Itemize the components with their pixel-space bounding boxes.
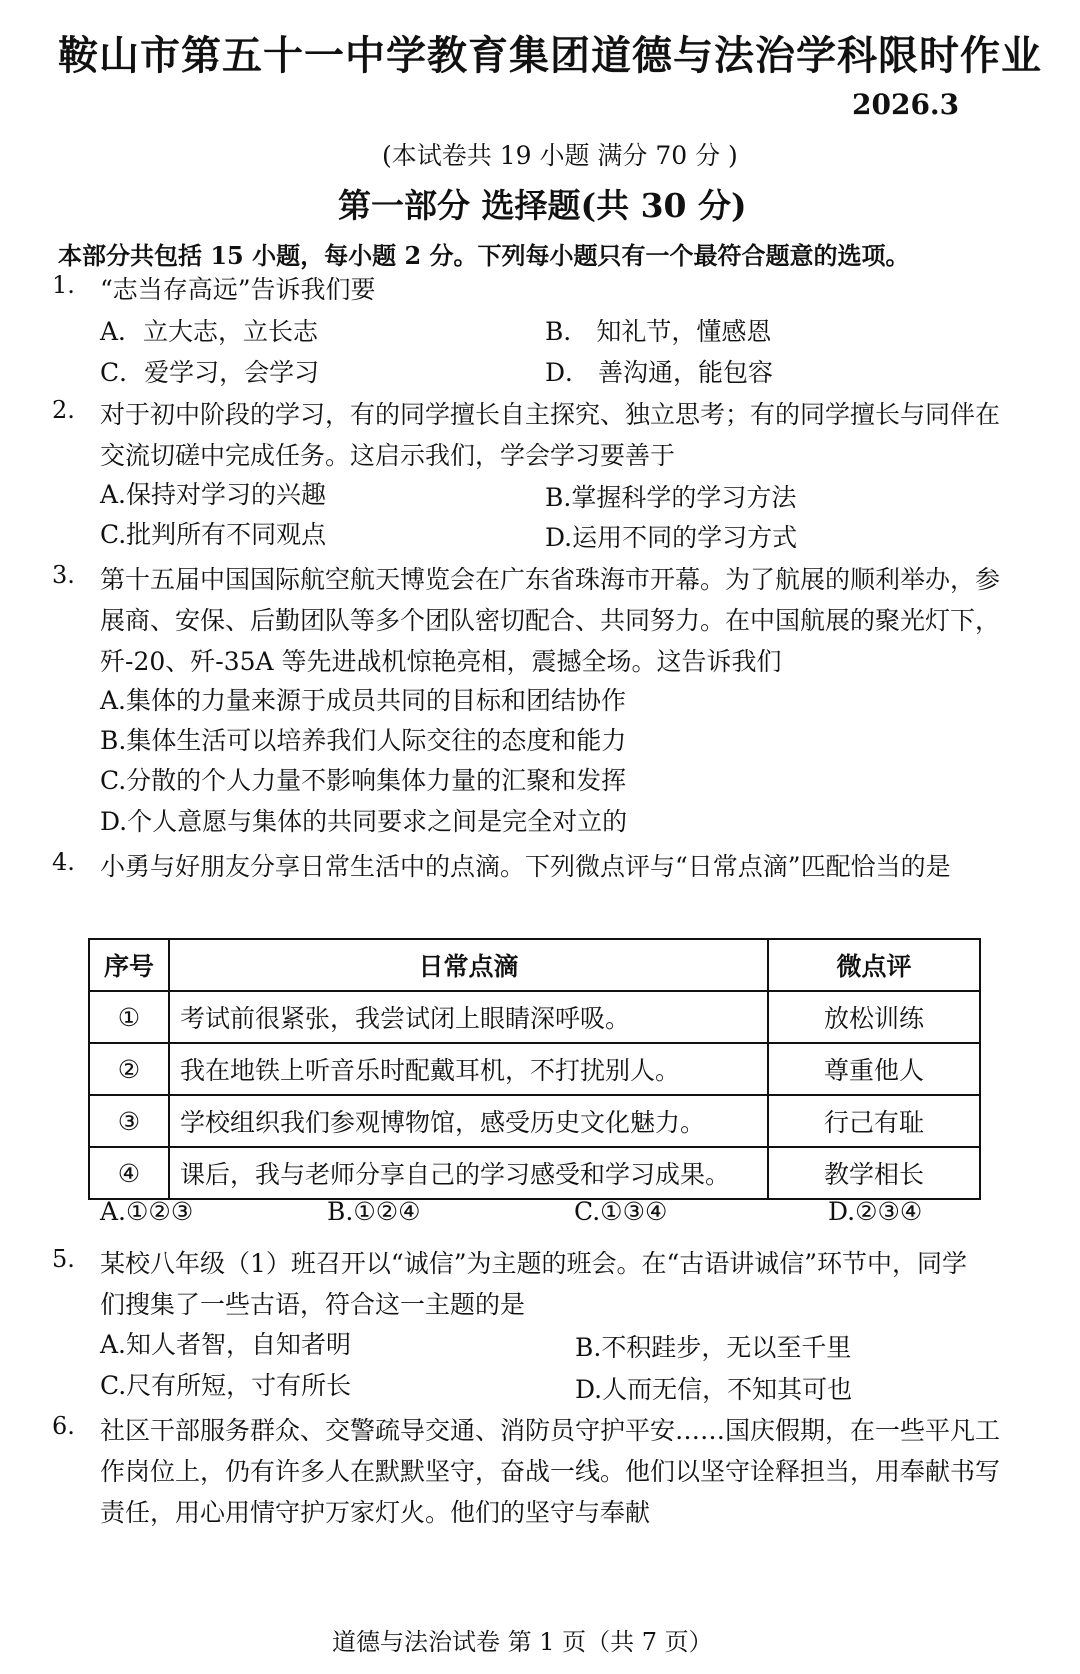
table-cell-daily: 课后，我与老师分享自己的学习感受和学习成果。 [169, 1147, 768, 1199]
q3-option-b: B.集体生活可以培养我们人际交往的态度和能力 [100, 726, 627, 755]
table-cell-number: ③ [89, 1095, 169, 1147]
q1-option-c: C．爱学习，会学习 [100, 358, 320, 387]
question-number: 4. [52, 848, 75, 876]
question-number: 3. [52, 561, 75, 589]
question-number: 2. [52, 396, 75, 424]
q1-option-a: A．立大志，立长志 [100, 317, 319, 346]
table-cell-comment: 放松训练 [768, 991, 980, 1043]
q1-option-d: D． 善沟通，能包容 [545, 358, 773, 387]
question-1-stem: “志当存高远”告诉我们要 [100, 275, 376, 304]
part-title: 第一部分 选择题(共 30 分) [338, 186, 747, 225]
question-5-stem-line-1: 某校八年级（1）班召开以“诚信”为主题的班会。在“古语讲诚信”环节中，同学 [100, 1249, 968, 1278]
question-number: 5. [52, 1245, 75, 1273]
question-6-stem-line-1: 社区干部服务群众、交警疏导交通、消防员守护平安……国庆假期，在一些平凡工 [100, 1416, 1001, 1445]
question-4-table [88, 938, 981, 1200]
table-cell-comment: 尊重他人 [768, 1043, 980, 1095]
table-row [89, 1147, 980, 1199]
paper-date: 2026.3 [852, 88, 960, 121]
question-number: 6. [52, 1412, 75, 1440]
q4-option-d: D.②③④ [828, 1197, 923, 1226]
paper-subtitle: (本试卷共 19 小题 满分 70 分 ) [382, 141, 738, 170]
table-cell-daily: 考试前很紧张，我尝试闭上眼睛深呼吸。 [169, 991, 768, 1043]
q2-option-d: D.运用不同的学习方式 [545, 523, 798, 552]
question-6-stem-line-2: 作岗位上，仍有许多人在默默坚守，奋战一线。他们以坚守诠释担当，用奉献书写 [100, 1457, 1001, 1486]
q4-option-c: C.①③④ [574, 1197, 668, 1226]
q3-option-c: C.分散的个人力量不影响集体力量的汇聚和发挥 [100, 766, 627, 795]
q1-option-b: B． 知礼节，懂感恩 [545, 317, 772, 346]
q5-option-c: C.尺有所短，寸有所长 [100, 1371, 352, 1400]
table-row [89, 1043, 980, 1095]
question-6-stem-line-3: 责任，用心用情守护万家灯火。他们的坚守与奉献 [100, 1498, 651, 1527]
table-cell-comment: 行己有耻 [768, 1095, 980, 1147]
question-2-stem-line-1: 对于初中阶段的学习，有的同学擅长自主探究、独立思考；有的同学擅长与同伴在 [100, 400, 1001, 429]
question-5-stem-line-2: 们搜集了一些古语，符合这一主题的是 [100, 1290, 526, 1319]
table-header-cell: 日常点滴 [169, 939, 768, 991]
q5-option-b: B.不积跬步，无以至千里 [575, 1333, 852, 1362]
table-header-row [89, 939, 980, 991]
part-instruction: 本部分共包括 15 小题，每小题 2 分。下列每小题只有一个最符合题意的选项。 [58, 241, 910, 270]
question-3-stem-line-3: 歼-20、歼-35A 等先进战机惊艳亮相，震撼全场。这告诉我们 [100, 647, 782, 676]
q3-option-d: D.个人意愿与集体的共同要求之间是完全对立的 [100, 807, 628, 836]
q4-option-a: A.①②③ [100, 1197, 194, 1226]
table-header-cell: 微点评 [768, 939, 980, 991]
question-3-stem-line-2: 展商、安保、后勤团队等多个团队密切配合、共同努力。在中国航展的聚光灯下， [100, 606, 1001, 635]
table-cell-number: ④ [89, 1147, 169, 1199]
table-header-cell: 序号 [89, 939, 169, 991]
question-3-stem-line-1: 第十五届中国国际航空航天博览会在广东省珠海市开幕。为了航展的顺利举办，参 [100, 565, 1001, 594]
q2-option-b: B.掌握科学的学习方法 [545, 483, 797, 512]
q4-option-b: B.①②④ [327, 1197, 421, 1226]
table-row [89, 1095, 980, 1147]
q2-option-c: C.批判所有不同观点 [100, 520, 327, 549]
question-4-stem: 小勇与好朋友分享日常生活中的点滴。下列微点评与“日常点滴”匹配恰当的是 [100, 852, 951, 881]
table-cell-daily: 我在地铁上听音乐时配戴耳机，不打扰别人。 [169, 1043, 768, 1095]
question-number: 1. [52, 271, 75, 299]
table-cell-number: ① [89, 991, 169, 1043]
table-cell-number: ② [89, 1043, 169, 1095]
table-row [89, 991, 980, 1043]
q3-option-a: A.集体的力量来源于成员共同的目标和团结协作 [100, 686, 627, 715]
table-cell-daily: 学校组织我们参观博物馆，感受历史文化魅力。 [169, 1095, 768, 1147]
q5-option-a: A.知人者智，自知者明 [100, 1330, 352, 1359]
table-cell-comment: 教学相长 [768, 1147, 980, 1199]
q2-option-a: A.保持对学习的兴趣 [100, 480, 327, 509]
paper-title: 鞍山市第五十一中学教育集团道德与法治学科限时作业 [58, 32, 1042, 79]
q5-option-d: D.人而无信，不知其可也 [575, 1375, 853, 1404]
page-footer: 道德与法治试卷 第 1 页（共 7 页） [332, 1628, 713, 1656]
question-2-stem-line-2: 交流切磋中完成任务。这启示我们，学会学习要善于 [100, 441, 676, 470]
